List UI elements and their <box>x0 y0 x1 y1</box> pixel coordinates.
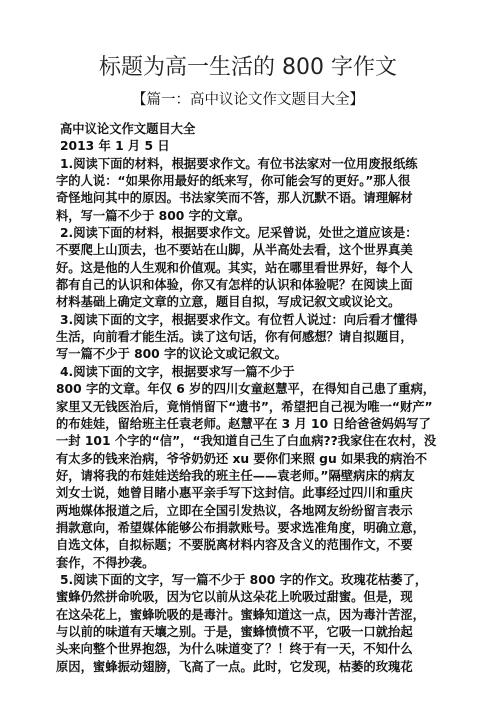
paragraph-line: 生活，向前看才能生活。读了这句话，你有何感想？请自拟题目， <box>56 330 413 345</box>
paragraph-line: 在这朵花上，蜜蜂吮吸的是毒汁。蜜蜂知道这一点，因为毒汁苦涩， <box>56 607 425 622</box>
paragraph-line: 4.阅读下面的文字，根据要求写一篇不少于 <box>60 364 295 379</box>
document-title: 标题为高一生活的 800 字作文 <box>99 55 397 80</box>
paragraph-line: 好。这是他的人生观和价值观。其实，站在哪里看世界好，每个人 <box>56 260 413 275</box>
paragraph-line: 原因，蜜蜂振动翅膀，飞高了一点。此时，它发现，枯萎的玫瑰花 <box>56 659 413 674</box>
paragraph-line: 写一篇不少于 800 字的议论文或记叙文。 <box>56 347 287 362</box>
paragraph-line: 自选文体，自拟标题；不要脱离材料内容及含义的范围作文，不要 <box>56 538 413 553</box>
paragraph-line: 与以前的味道有天壤之别。于是，蜜蜂愤愤不平，它吸一口就抬起 <box>56 624 413 639</box>
paragraph-line: 2.阅读下面的材料，根据要求作文。尼采曾说，处世之道应该是： <box>60 226 418 241</box>
paragraph-line: 奇怪地问其中的原因。书法家笑而不答，那人沉默不语。请理解材 <box>56 191 413 206</box>
paragraph-line: 材料基础上确定文章的立意，题目自拟，写成记叙文或议论文。 <box>56 295 401 310</box>
paragraph-line: 套作，不得抄袭。 <box>56 555 155 570</box>
paragraph-line: 5.阅读下面的文字，写一篇不少于 800 字的作文。玫瑰花枯萎了， <box>60 572 428 587</box>
paragraph-line: 头来向整个世界抱怨，为什么味道变了？！终于有一天，不知什么 <box>56 642 413 657</box>
paragraph-line: 1.阅读下面的材料，根据要求作文。有位书法家对一位用废报纸练 <box>60 156 418 171</box>
paragraph-line: 2013 年 1 月 5 日 <box>60 139 170 154</box>
paragraph-line: 家里又无钱医治后，竟悄悄留下“遗书”，希望把自己视为唯一“财产” <box>56 399 433 414</box>
paragraph-line: 不要爬上山顶去，也不要站在山脚，从半高处去看，这个世界真美 <box>56 243 413 258</box>
paragraph-line: 刘女士说，她曾目睹小惠平亲手写下这封信。此事经过四川和重庆 <box>56 486 413 501</box>
paragraph-line: 的布娃娃，留给班主任袁老师。赵慧平在 3 月 10 日给爸爸妈妈写了 <box>56 416 431 431</box>
paragraph-line: 捐款意向，希望媒体能够公布捐款账号。要求选准角度，明确立意， <box>56 520 425 535</box>
paragraph-line: 蜜蜂仍然拼命吮吸，因为它以前从这朵花上吮吸过甜蜜。但是，现 <box>56 590 413 605</box>
paragraph-line: 两地媒体报道之后，立即在全国引发热议，各地网友纷纷留言表示 <box>56 503 413 518</box>
document-body <box>56 121 480 676</box>
paragraph-line: 高中议论文作文题目大全 <box>60 122 196 136</box>
paragraph-line: 3.阅读下面的文字，根据要求作文。有位哲人说过：向后看才懂得 <box>60 312 418 327</box>
paragraph-line: 字的人说：“如果你用最好的纸来写，你可能会写的更好。”那人很 <box>56 174 411 189</box>
paragraph-line: 800 字的文章。年仅 6 岁的四川女童赵慧平，在得知自己患了重病， <box>56 382 436 397</box>
paragraph-line: 料，写一篇不少于 800 字的文章。 <box>56 208 251 223</box>
paragraph-line: 一封 101 个字的“信”，“我知道自己生了白血病??我家住在农村，没 <box>56 434 437 449</box>
section-heading: 【篇一：高中议论文作文题目大全】 <box>132 92 364 108</box>
paragraph-line: 有太多的钱来治病，爷爷奶奶还 xu 要你们来照 gu 如果我的病治不 <box>56 451 428 466</box>
paragraph-line: 都有自己的认识和体验，你又有怎样的认识和体验呢？在阅读上面 <box>56 278 413 293</box>
paragraph-line: 好，请将我的布娃娃送给我的班主任——袁老师。”隔壁病床的病友 <box>56 468 415 483</box>
